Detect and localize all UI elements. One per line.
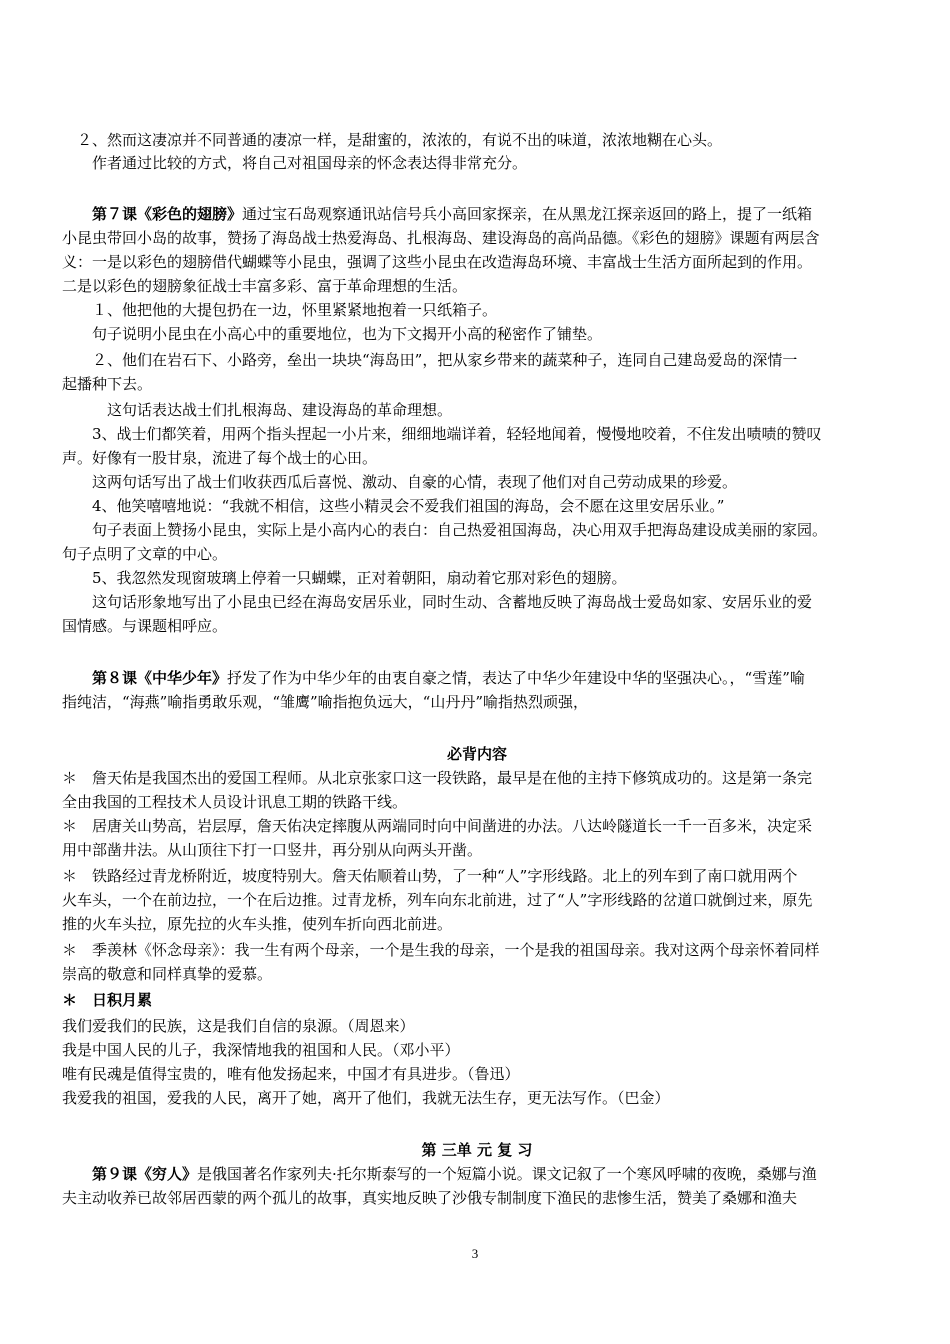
- line-text: 火车头，一个在前边拉，一个在后边推。过青龙桥，列车向东北前进，过了“人”字形线路的岔道口就倒过来，原先: [62, 891, 813, 909]
- text-line: [62, 816, 892, 836]
- section-heading: [62, 1140, 892, 1160]
- text-line: [62, 1188, 892, 1208]
- text-line: [62, 768, 892, 788]
- text-line: [62, 1088, 892, 1108]
- line-text: 我爱我的祖国，爱我的人民，离开了她，离开了他们，我就无法生存，更无法写作。（巴金）: [62, 1089, 670, 1107]
- text-line: [62, 890, 892, 910]
- bold-lead: 第７课《彩色的翅膀》: [62, 205, 243, 223]
- line-text: 这两句话写出了战士们收获西瓜后喜悦、激动、自豪的心情，表现了他们对自己劳动成果的珍爱。: [62, 473, 738, 491]
- text-line: [62, 544, 892, 564]
- text-line: [62, 324, 892, 344]
- line-text: 义：一是以彩色的翅膀借代蝴蝶等小昆虫，强调了这些小昆虫在改造海岛环境、丰富战士生活方面所起到的作用。: [62, 253, 813, 271]
- text-line: [62, 520, 892, 540]
- line-text: 声。好像有一股甘泉，流进了每个战士的心田。: [62, 449, 378, 467]
- text-line: [62, 914, 892, 934]
- bold-lead: 必背内容: [446, 745, 507, 763]
- line-text: １、他把他的大提包扔在一边，怀里紧紧地抱着一只纸箱子。: [62, 301, 498, 319]
- line-text: 句子说明小昆虫在小高心中的重要地位，也为下文揭开小高的秘密作了铺垫。: [62, 325, 603, 343]
- text-line: [62, 153, 892, 173]
- line-text: 作者通过比较的方式，将自己对祖国母亲的怀念表达得非常充分。: [62, 154, 528, 172]
- line-text: 抒发了作为中华少年的由衷自豪之情，表达了中华少年建设中华的坚强决心。，“雪莲”喻: [227, 669, 805, 687]
- line-text: 崇高的敬意和同样真挚的爱慕。: [62, 965, 273, 983]
- text-line: [62, 668, 892, 688]
- line-text: 是俄国著名作家列夫·托尔斯泰写的一个短篇小说。课文记叙了一个寒风呼啸的夜晚，桑娜与渔: [197, 1165, 817, 1183]
- line-text: 全由我国的工程技术人员设计讯息工期的铁路干线。: [62, 793, 408, 811]
- text-line: [62, 866, 892, 886]
- line-text: 起播种下去。: [62, 375, 153, 393]
- text-line: [62, 400, 892, 420]
- text-line: [62, 496, 892, 516]
- line-text: ２、然而这凄凉并不同普通的凄凉一样，是甜蜜的，浓浓的，有说不出的味道，浓浓地糊在心头。: [62, 131, 723, 149]
- line-text: ＊ 铁路经过青龙桥附近，坡度特别大。詹天佑顺着山势，了一种“人”字形线路。北上的列车到了南口就用两个: [62, 867, 798, 885]
- text-line: [62, 692, 892, 712]
- text-line: [62, 792, 892, 812]
- line-text: 句子表面上赞扬小昆虫，实际上是小高内心的表白：自己热爱祖国海岛，决心用双手把海岛建设成美丽的家园。: [62, 521, 828, 539]
- bold-lead: 第９课《穷人》: [62, 1165, 198, 1183]
- line-text: ＊ 詹天佑是我国杰出的爱国工程师。从北京张家口这一段铁路，最早是在他的主持下修筑成功的。这是第一条完: [62, 769, 813, 787]
- line-text: ＊ 居唐关山势高，岩层厚，詹天佑决定摔腹从两端同时向中间凿进的办法。八达岭隧道长一千一百多米，决定采: [62, 817, 813, 835]
- text-line: [62, 228, 892, 248]
- line-text: 通过宝石岛观察通讯站信号兵小高回家探亲，在从黑龙江探亲返回的路上，提了一纸箱: [242, 205, 813, 223]
- bold-lead: ＊ 日积月累: [62, 991, 153, 1009]
- text-line: [62, 592, 892, 612]
- text-line: [62, 990, 892, 1010]
- text-line: [62, 472, 892, 492]
- line-text: 唯有民魂是值得宝贵的，唯有他发扬起来，中国才有具进步。（鲁迅）: [62, 1065, 520, 1083]
- line-text: 4、他笑嘻嘻地说：“我就不相信，这些小精灵会不爱我们祖国的海岛，会不愿在这里安居乐业。”: [62, 497, 725, 515]
- text-line: [62, 568, 892, 588]
- line-text: 推的火车头拉，原先拉的火车头推，使列车折向西北前进。: [62, 915, 453, 933]
- line-text: 二是以彩色的翅膀象征战士丰富多彩、富于革命理想的生活。: [62, 277, 468, 295]
- line-text: 夫主动收养已故邻居西蒙的两个孤儿的故事，真实地反映了沙俄专制制度下渔民的悲惨生活，赞美了桑娜和渔夫: [62, 1189, 798, 1207]
- line-text: 指纯洁，“海燕”喻指勇敢乐观，“雏鹰”喻指抱负远大，“山丹丹”喻指热烈顽强，: [62, 693, 589, 711]
- text-line: [62, 1016, 892, 1036]
- text-line: [62, 424, 892, 444]
- line-text: 小昆虫带回小岛的故事，赞扬了海岛战士热爱海岛、扎根海岛、建设海岛的高尚品德。《彩色的翅膀》课题有两层含: [62, 229, 820, 247]
- line-text: ２、他们在岩石下、小路旁，垒出一块块“海岛田”，把从家乡带来的蔬菜种子，连同自己建岛爱岛的深情一: [62, 351, 798, 369]
- line-text: 这句话形象地写出了小昆虫已经在海岛安居乐业，同时生动、含蓄地反映了海岛战士爱岛如家、安居乐业的爱: [62, 593, 813, 611]
- text-line: [62, 252, 892, 272]
- text-line: [62, 130, 892, 150]
- text-line: [62, 940, 892, 960]
- bold-lead: 第 三单 元 复 习: [421, 1141, 533, 1159]
- line-text: 用中部凿井法。从山顶往下打一口竖井，再分别从向两头开凿。: [62, 841, 483, 859]
- text-line: [62, 204, 892, 224]
- line-text: 这句话表达战士们扎根海岛、建设海岛的革命理想。: [62, 401, 453, 419]
- text-line: [62, 1064, 892, 1084]
- line-text: ＊ 季羡林《怀念母亲》：我一生有两个母亲，一个是生我的母亲，一个是我的祖国母亲。我对这两个母亲怀着同样: [62, 941, 820, 959]
- line-text: 我是中国人民的儿子，我深情地我的祖国和人民。（邓小平）: [62, 1041, 460, 1059]
- line-text: 5、我忽然发现窗玻璃上停着一只蝴蝶，正对着朝阳，扇动着它那对彩色的翅膀。: [62, 569, 627, 587]
- text-line: [62, 1040, 892, 1060]
- line-text: 3、战士们都笑着，用两个指头捏起一小片来，细细地端详着，轻轻地闻着，慢慢地咬着，不住发出啧啧的赞叹: [62, 425, 822, 443]
- text-line: [62, 448, 892, 468]
- section-heading: [62, 744, 892, 764]
- bold-lead: 第８课《中华少年》: [62, 669, 228, 687]
- line-text: 我们爱我们的民族，这是我们自信的泉源。（周恩来）: [62, 1017, 415, 1035]
- line-text: 国情感。与课题相呼应。: [62, 617, 228, 635]
- text-line: [62, 964, 892, 984]
- text-line: [62, 276, 892, 296]
- page-number: 3: [471, 1246, 479, 1261]
- line-text: 句子点明了文章的中心。: [62, 545, 228, 563]
- text-line: [62, 840, 892, 860]
- text-line: [62, 1164, 892, 1184]
- text-line: [62, 350, 892, 370]
- text-line: [62, 616, 892, 636]
- text-line: [62, 300, 892, 320]
- text-line: [62, 374, 892, 394]
